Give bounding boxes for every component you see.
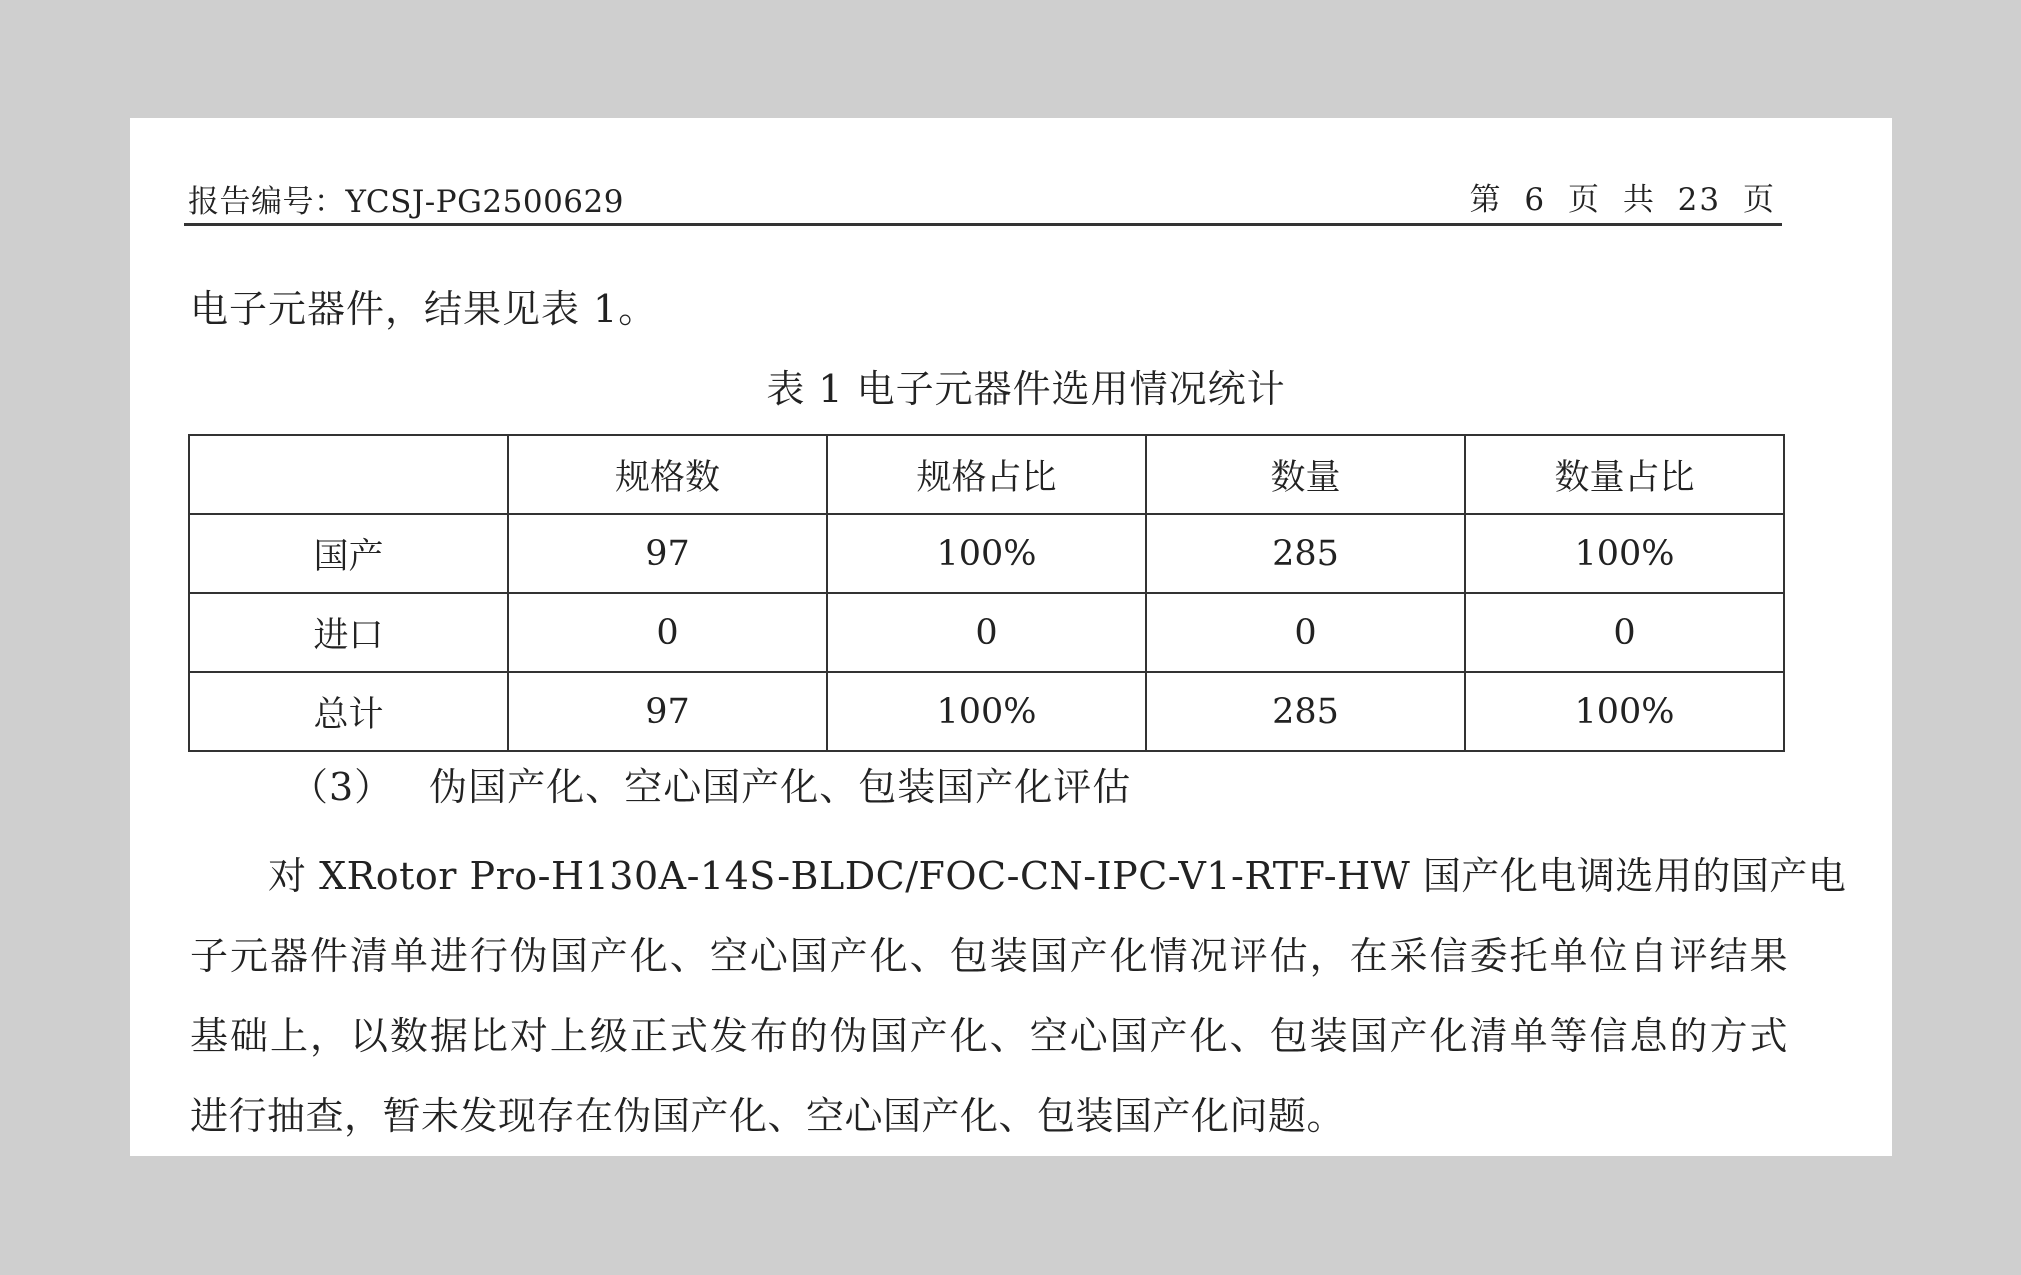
table-cell: 285 [1146,514,1465,593]
table-cell: 0 [827,593,1146,672]
document-page [130,118,1892,1156]
row-label: 国产 [189,514,508,593]
page-header [184,174,1782,226]
component-stats-table [188,434,1785,752]
table-row [189,672,1784,751]
table-cell: 100% [1465,672,1784,751]
table-cell: 100% [1465,514,1784,593]
paragraph-line: 子元器件清单进行伪国产化、空心国产化、包装国产化情况评估，在采信委托单位自评结果 [190,934,1788,978]
table-header-row [189,435,1784,514]
section-heading [290,756,1131,811]
table-row [189,593,1784,672]
report-number: 报告编号：YCSJ-PG2500629 [188,184,624,220]
table-header-cell: 规格占比 [827,435,1146,514]
page-number: 第 6 页 共 23 页 [1469,182,1776,218]
table-cell: 97 [508,672,827,751]
table-cell: 285 [1146,672,1465,751]
paragraph-line: 对 XRotor Pro-H130A-14S-BLDC/FOC-CN-IPC-V1-RTF-HW 国产化电调选用的国产电 [268,854,1847,898]
table-cell: 100% [827,672,1146,751]
table-header-cell: 规格数 [508,435,827,514]
paragraph-line: 基础上，以数据比对上级正式发布的伪国产化、空心国产化、包装国产化清单等信息的方式 [190,1014,1788,1058]
table-row [189,514,1784,593]
table-cell: 0 [1146,593,1465,672]
table-caption: 表 1 电子元器件选用情况统计 [766,367,1286,411]
row-label: 进口 [189,593,508,672]
table-cell: 97 [508,514,827,593]
table-cell: 0 [508,593,827,672]
table-header-cell [189,435,508,514]
body-paragraph [190,836,1847,1156]
intro-text: 电子元器件，结果见表 1。 [190,287,658,331]
table-header-cell: 数量 [1146,435,1465,514]
paragraph-line: 进行抽查，暂未发现存在伪国产化、空心国产化、包装国产化问题。 [190,1094,1346,1138]
row-label: 总计 [189,672,508,751]
section-title-text: 伪国产化、空心国产化、包装国产化评估 [429,765,1132,809]
section-number: （3） [290,765,394,809]
table-cell: 0 [1465,593,1784,672]
table-cell: 100% [827,514,1146,593]
table-header-cell: 数量占比 [1465,435,1784,514]
